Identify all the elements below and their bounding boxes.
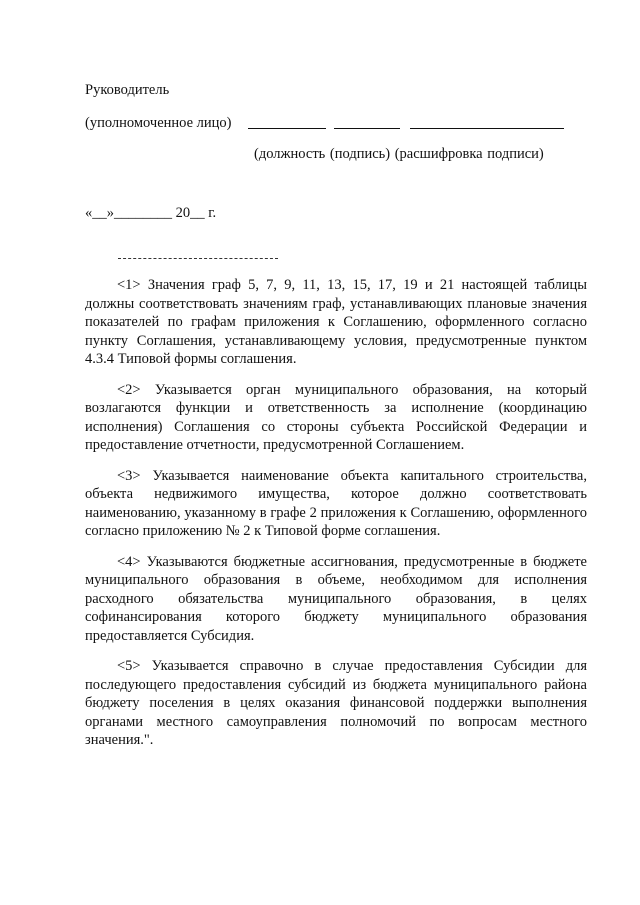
date-line: «__»________ 20__ г. bbox=[85, 205, 217, 221]
signature-head-label: Руководитель bbox=[85, 82, 170, 98]
position-line bbox=[248, 128, 326, 129]
signature-authorized-label: (уполномоченное лицо) bbox=[85, 115, 232, 131]
signature-caption: (должность (подпись) (расшифровка подписи) bbox=[254, 146, 544, 162]
footnote-separator bbox=[118, 258, 278, 259]
signature-line bbox=[334, 128, 400, 129]
footnote-5: <5> Указывается справочно в случае предоставления Субсидии для последующего предоставления субсидий из бюджета муниципального района бюджету поселения в целях оказания финансовой поддержки выполнения органами местного самоуправления полномочий по вопросам местного значения.". bbox=[85, 658, 587, 748]
footnote-1: <1> Значения граф 5, 7, 9, 11, 13, 15, 17, 19 и 21 настоящей таблицы должны соответствовать значениям граф, устанавливающих плановые значения показателей по графам приложения к Соглашению, оформленного согласно пункту Соглашения, устанавливающему условия, предусмотренные пунктом 4.3.4 Типовой формы соглашения. bbox=[85, 277, 587, 367]
footnote-2: <2> Указывается орган муниципального образования, на который возлагаются функции и ответственность за исполнение (координацию исполнения) Соглашения со стороны субъекта Российской Федерации и предоставление отчетности, предусмотренной Соглашением. bbox=[85, 381, 587, 453]
footnote-3: <3> Указывается наименование объекта капитального строительства, объекта недвижимого имущества, которое должно соответствовать наименованию, указанному в графе 2 приложения к Соглашению, оформленного согласно приложению № 2 к Типовой форме соглашения. bbox=[85, 467, 587, 539]
name-transcription-line bbox=[410, 128, 564, 129]
footnote-4: <4> Указываются бюджетные ассигнования, предусмотренные в бюджете муниципального образования в объеме, необходимом для исполнения расходного обязательства муниципального образования, в целях софинансирования которого бюджету муниципального образования предоставляется Субсидия. bbox=[85, 553, 587, 644]
footnotes bbox=[85, 276, 587, 762]
